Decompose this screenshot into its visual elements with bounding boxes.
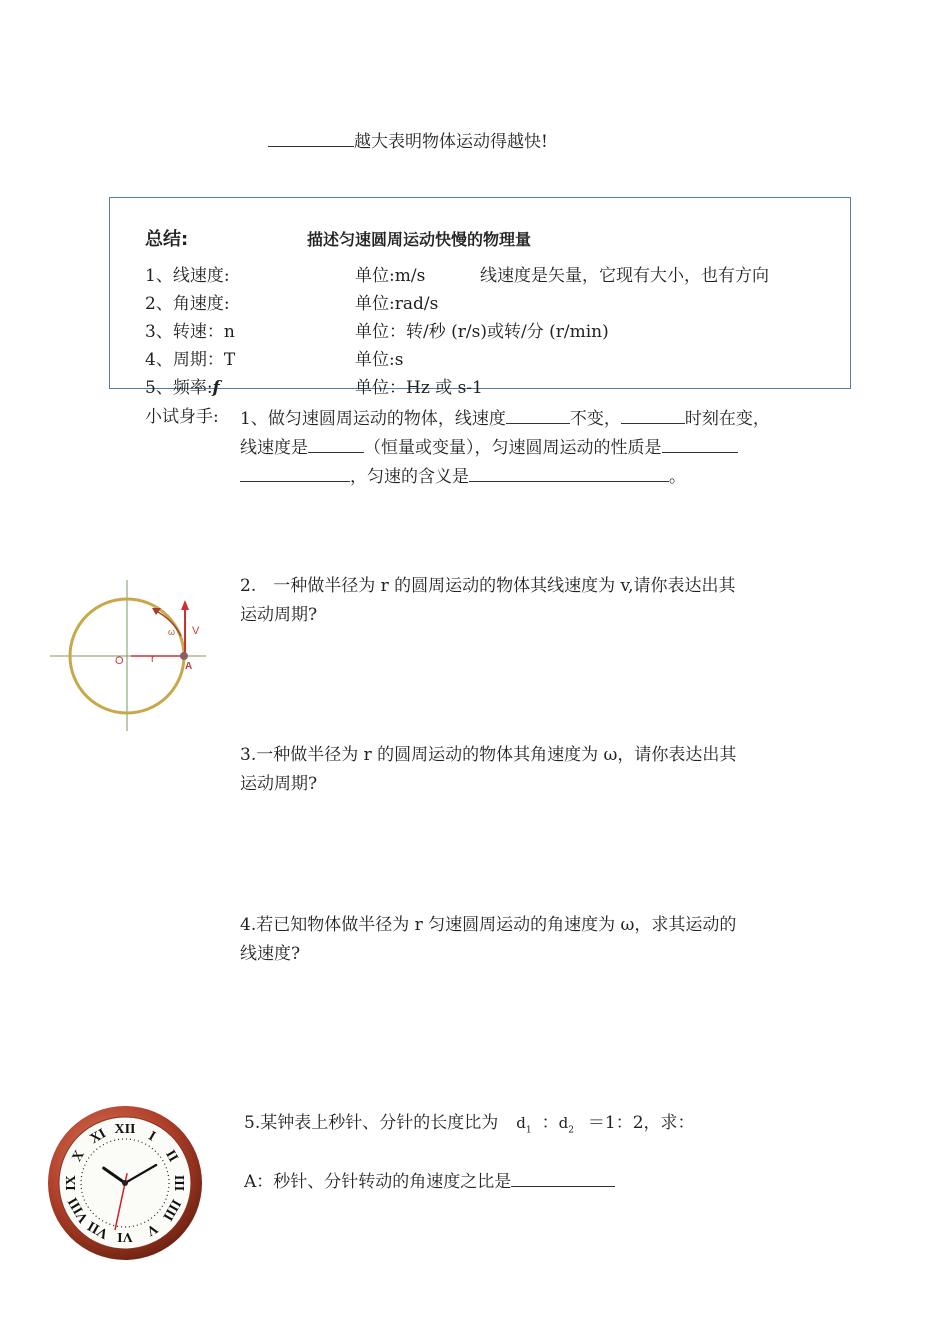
summary-row-3-unit: 单位：转/秒 (r/s)或转/分 (r/min): [355, 322, 609, 342]
clock-numeral: II: [162, 1147, 181, 1165]
label-o: O: [115, 655, 124, 667]
clock-numeral: V: [143, 1220, 160, 1239]
q1-text-3: 时刻在变，: [684, 409, 770, 429]
q5-part-a-text: A：秒针、分针转动的角速度之比是: [244, 1172, 512, 1192]
q1-text-5: （恒量或变量），匀速圆周运动的性质是: [364, 438, 662, 458]
q2-line2: 运动周期?: [240, 605, 318, 625]
q5-colon: ：: [541, 1113, 559, 1133]
summary-title: 总结:: [145, 229, 189, 250]
q4-line2: 线速度?: [240, 944, 301, 964]
clock-numeral: I: [145, 1128, 158, 1145]
summary-row-5-label-text: 5、频率:: [145, 378, 213, 398]
q5-d2-sub: 2: [568, 1125, 574, 1136]
intro-blank: [268, 128, 354, 147]
intro-text: 越大表明物体运动得越快!: [354, 132, 548, 152]
q5-prefix: 5.某钟表上秒针、分针的长度比为: [244, 1113, 499, 1133]
clock-numeral: IX: [64, 1175, 79, 1191]
omega-arrowhead: [152, 608, 161, 615]
q1-line2: [240, 434, 738, 460]
summary-row-1-unit: 单位:m/s: [355, 266, 426, 286]
label-v: V: [192, 625, 200, 637]
clock-numeral: X: [69, 1148, 88, 1165]
label-omega: ω: [168, 627, 176, 637]
summary-row-5-symbol: f: [212, 378, 220, 398]
label-r: r: [151, 653, 155, 665]
q3-line1: 3.一种做半径为 r 的圆周运动的物体其角速度为 ω，请你表达出其: [240, 745, 737, 765]
q1-line1: [240, 405, 770, 431]
label-a: A: [185, 661, 193, 672]
q1-text-6: ，匀速的含义是: [350, 467, 469, 487]
summary-subtitle: 描述匀速圆周运动快慢的物理量: [307, 230, 532, 249]
circular-motion-figure: [48, 578, 208, 733]
clock-center-pin: [122, 1180, 128, 1186]
q5-suffix: ＝1：2，求：: [587, 1113, 695, 1133]
q5-d1: d: [516, 1114, 526, 1132]
q1-text-1: 1、做匀速圆周运动的物体，线速度: [240, 409, 506, 429]
q1-blank-4: [662, 434, 738, 453]
q5-part-a: [244, 1168, 615, 1194]
clock-numeral: VI: [117, 1229, 133, 1244]
q1-blank-3: [308, 434, 364, 453]
clock-numeral: III: [171, 1174, 186, 1192]
summary-row-4-label: 4、周期：T: [145, 350, 236, 370]
summary-row-4-unit: 单位:s: [355, 350, 404, 370]
q1-line3: [240, 463, 686, 489]
clock-numeral: XI: [87, 1126, 109, 1148]
practice-heading: 小试身手:: [145, 407, 219, 427]
q5-part-a-blank: [511, 1168, 615, 1187]
q1-text-7: 。: [669, 467, 686, 487]
summary-row-1-note: 线速度是矢量，它现有大小，也有方向: [480, 266, 769, 286]
summary-row-2-label: 2、角速度:: [145, 294, 230, 314]
clock-numeral: VII: [85, 1217, 112, 1242]
summary-row-5-unit: 单位：Hz 或 s-1: [355, 378, 483, 398]
clock-numeral: IIII: [159, 1196, 184, 1223]
q1-blank-1: [506, 405, 570, 424]
point-a-marker: [180, 652, 188, 660]
q1-blank-6: [469, 463, 669, 482]
clock-numeral: XII: [114, 1122, 136, 1137]
q2-line1: 2. 一种做半径为 r 的圆周运动的物体其线速度为 v,请你表达出其: [240, 576, 736, 596]
q5-line1: [244, 1111, 695, 1142]
q1-blank-5: [240, 463, 350, 482]
q1-blank-2: [621, 405, 685, 424]
q5-d1-sub: 1: [525, 1125, 532, 1136]
q4-line1: 4.若已知物体做半径为 r 匀速圆周运动的角速度为 ω，求其运动的: [240, 915, 737, 935]
summary-row-2-unit: 单位:rad/s: [355, 294, 439, 314]
clock-numeral: VIII: [65, 1194, 92, 1225]
intro-line: [268, 128, 548, 154]
q5-d2: d: [558, 1114, 569, 1132]
summary-row-5-label: [145, 376, 220, 400]
wall-clock-figure: [46, 1104, 204, 1262]
summary-row-3-label: 3、转速：n: [145, 322, 235, 342]
q3-line2: 运动周期?: [240, 774, 318, 794]
summary-row-1-label: 1、线速度:: [145, 266, 230, 286]
q1-text-4: 线速度是: [240, 438, 308, 458]
q1-text-2: 不变，: [569, 409, 621, 429]
velocity-arrowhead: [181, 600, 189, 610]
